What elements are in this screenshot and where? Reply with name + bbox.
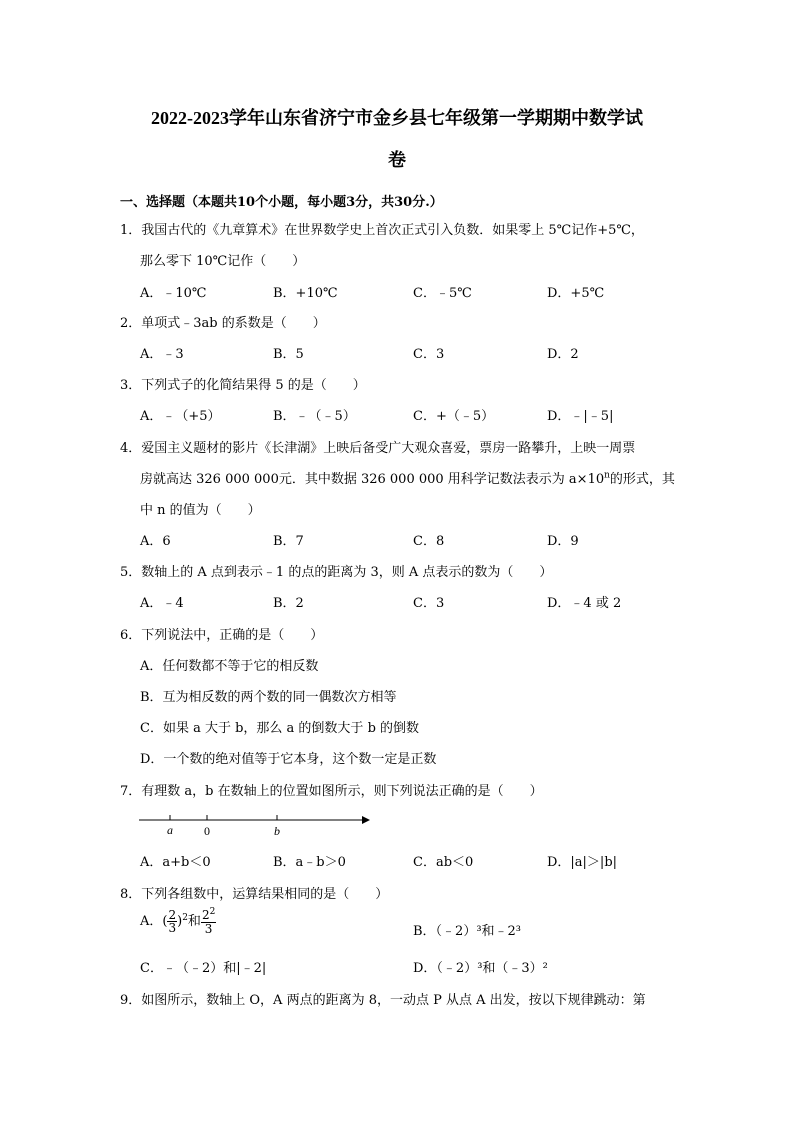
question-4-stem-line-2-tail: 的形式，其 xyxy=(609,472,675,487)
question-8-stem: 8．下列各组数中，运算结果相同的是（ ） xyxy=(120,887,389,902)
question-6-option-c: C．如果 a 大于 b，那么 a 的倒数大于 b 的倒数 xyxy=(140,721,420,736)
question-9-stem: 9．如图所示，数轴上 O，A 两点的距离为 8，一动点 P 从点 A 出发，按以下规律跳动：第 xyxy=(120,993,646,1008)
fraction-two-thirds xyxy=(167,909,177,935)
question-6-option-b: B．互为相反数的两个数的同一偶数次方相等 xyxy=(140,690,397,705)
label-a: a xyxy=(167,823,173,837)
question-4-option-b: B．7 xyxy=(273,534,304,549)
label-zero: 0 xyxy=(204,824,210,838)
question-2-stem: 2．单项式﹣3ab 的系数是（ ） xyxy=(120,316,326,331)
question-4-option-a: A．6 xyxy=(140,534,171,549)
question-8-option-c: C．﹣（﹣2）和|﹣2| xyxy=(140,961,267,976)
fraction-2-numerator-base: 2 xyxy=(201,908,210,922)
option-a-and: 和 xyxy=(187,914,201,930)
question-7-stem: 7．有理数 a，b 在数轴上的位置如图所示，则下列说法正确的是（ ） xyxy=(120,784,543,799)
question-4-stem-line-2 xyxy=(140,468,675,487)
question-4-stem-line-2-text: 房就高达 326 000 000元．其中数据 326 000 000 用科学记数法表示为 a×10 xyxy=(140,472,605,487)
question-2-option-a: A．﹣3 xyxy=(140,347,184,362)
fraction-2-numerator-exponent: 2 xyxy=(209,907,216,917)
question-3-option-a: A．﹣（+5） xyxy=(140,409,221,424)
question-4-option-d: D．9 xyxy=(547,534,579,549)
question-4-stem-line-3: 中 n 的值为（ ） xyxy=(140,503,261,518)
question-2-option-d: D．2 xyxy=(547,347,579,362)
fraction-2-denominator: 3 xyxy=(204,921,213,936)
question-1-option-b: B．+10℃ xyxy=(273,286,338,301)
question-5-option-a: A．﹣4 xyxy=(140,596,184,611)
question-1-stem-line-2: 那么零下 10℃记作（ ） xyxy=(140,254,306,269)
fraction-2-numerator xyxy=(201,908,216,923)
question-5-stem: 5．数轴上的 A 点到表示﹣1 的点的距离为 3，则 A 点表示的数为（ ） xyxy=(120,565,553,580)
fraction-1-denominator: 3 xyxy=(168,921,177,936)
question-4-exponent: n xyxy=(604,470,610,481)
question-1-option-a: A．﹣10℃ xyxy=(140,286,207,301)
question-7-option-c: C．ab＜0 xyxy=(413,855,474,870)
question-7-option-a: A．a+b＜0 xyxy=(140,855,211,870)
question-4-option-c: C．8 xyxy=(413,534,445,549)
option-a-exponent: 2 xyxy=(182,912,188,923)
exam-title-line-2: 卷 xyxy=(388,150,406,170)
option-a-close-paren: ) xyxy=(177,914,183,930)
question-3-option-c: C．+（﹣5） xyxy=(413,409,495,424)
question-4-stem-line-1: 4．爱国主义题材的影片《长津湖》上映后备受广大观众喜爱，票房一路攀升，上映一周票 xyxy=(120,441,636,456)
question-8-option-d: D．（﹣2）³和（﹣3）² xyxy=(413,961,548,976)
question-1-option-c: C．﹣5℃ xyxy=(413,286,472,301)
question-8-option-b: B．（﹣2）³和﹣2³ xyxy=(413,924,522,939)
question-3-option-d: D．﹣|﹣5| xyxy=(547,409,614,424)
question-7-option-b: B．a﹣b＞0 xyxy=(273,855,346,870)
number-line-figure xyxy=(130,808,380,838)
question-1-stem-line-1: 1．我国古代的《九章算术》在世界数学史上首次正式引入负数．如果零上 5℃记作+5℃， xyxy=(120,223,644,238)
question-6-option-d: D．一个数的绝对值等于它本身，这个数一定是正数 xyxy=(140,752,437,767)
fraction-two-squared-over-three xyxy=(201,908,216,935)
question-7-option-d: D．|a|＞|b| xyxy=(547,855,618,870)
label-b: b xyxy=(274,824,280,838)
question-8-option-a xyxy=(140,908,216,935)
exam-title-line-1: 2022-2023学年山东省济宁市金乡县七年级第一学期期中数学试 xyxy=(151,108,643,128)
question-2-option-c: C．3 xyxy=(413,347,445,362)
question-3-stem: 3．下列式子的化简结果得 5 的是（ ） xyxy=(120,378,366,393)
question-2-option-b: B．5 xyxy=(273,347,304,362)
question-5-option-b: B．2 xyxy=(273,596,304,611)
question-5-option-d: D．﹣4 或 2 xyxy=(547,596,622,611)
question-1-option-d: D．+5℃ xyxy=(547,286,605,301)
question-6-stem: 6．下列说法中，正确的是（ ） xyxy=(120,628,324,643)
question-3-option-b: B．﹣（﹣5） xyxy=(273,409,356,424)
question-6-option-a: A．任何数都不等于它的相反数 xyxy=(140,659,319,674)
fraction-1-numerator: 2 xyxy=(168,907,177,922)
section-heading: 一、选择题（本题共10个小题，每小题3分，共30分.） xyxy=(120,195,443,210)
question-5-option-c: C．3 xyxy=(413,596,445,611)
option-a-prefix: A．( xyxy=(140,914,168,930)
number-line-arrow xyxy=(362,816,370,824)
